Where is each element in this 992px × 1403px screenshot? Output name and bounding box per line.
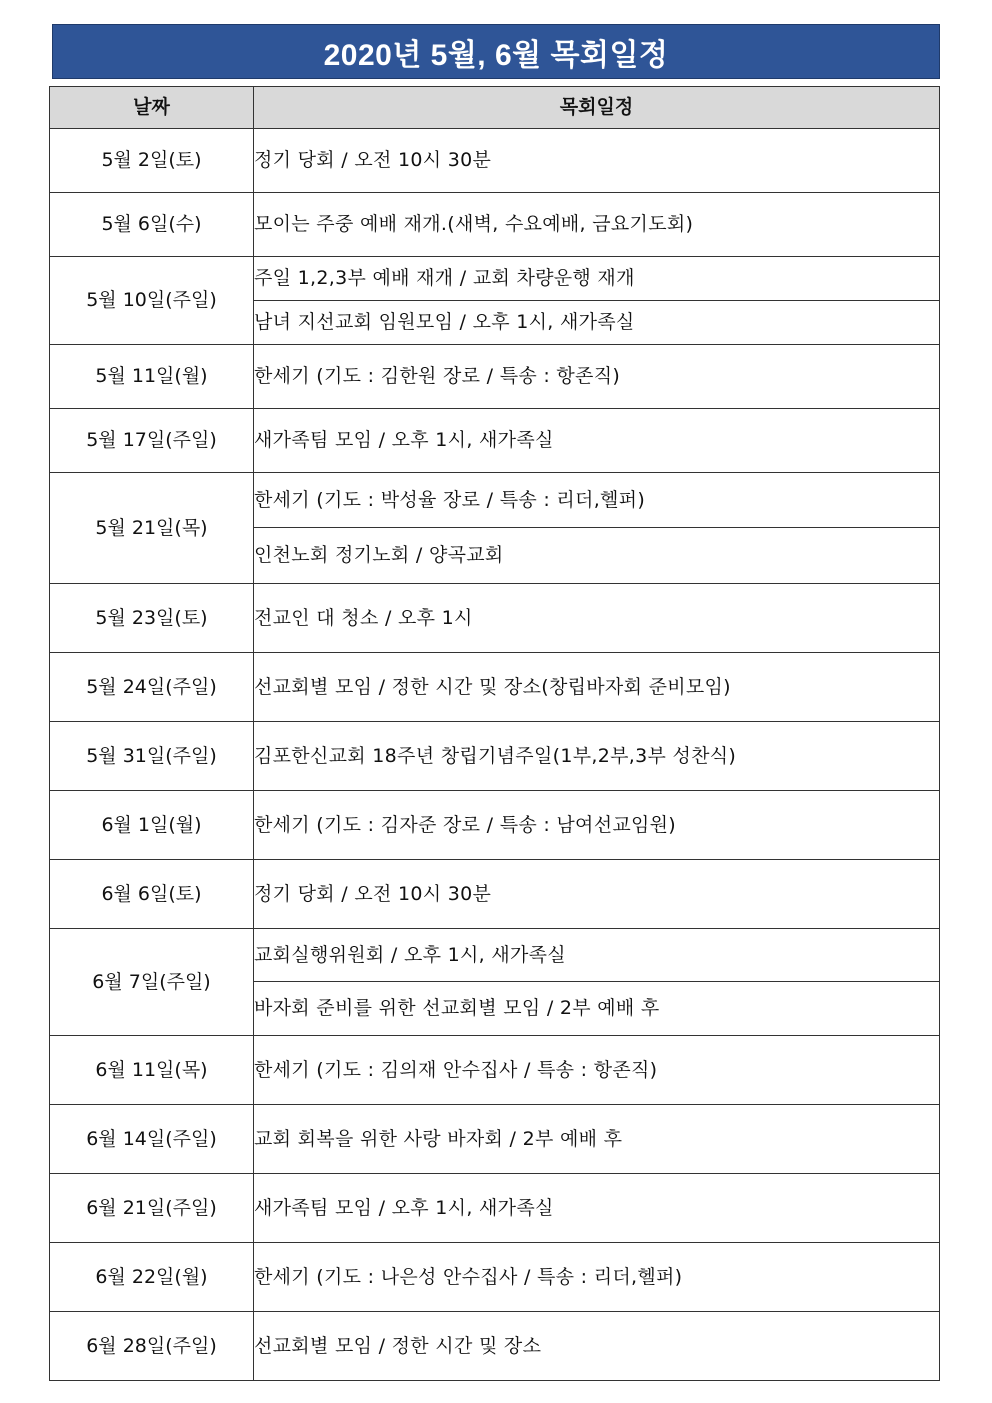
table-row xyxy=(50,257,940,301)
table-row xyxy=(50,1312,940,1381)
date-cell: 6월 1일(월) xyxy=(50,791,254,860)
table-row xyxy=(50,722,940,791)
event-cell: 바자회 준비를 위한 선교회별 모임 / 2부 예배 후 xyxy=(254,982,940,1036)
table-row xyxy=(50,129,940,193)
page-title: 2020년 5월, 6월 목회일정 xyxy=(323,38,669,72)
date-cell: 5월 24일(주일) xyxy=(50,653,254,722)
header-date: 날짜 xyxy=(50,87,254,129)
table-row xyxy=(50,473,940,528)
date-cell: 5월 23일(토) xyxy=(50,584,254,653)
table-row xyxy=(50,929,940,982)
event-cell: 한세기 (기도 : 김자준 장로 / 특송 : 남여선교임원) xyxy=(254,791,940,860)
date-cell: 6월 7일(주일) xyxy=(50,929,254,1036)
date-cell: 5월 11일(월) xyxy=(50,345,254,409)
event-cell: 정기 당회 / 오전 10시 30분 xyxy=(254,129,940,193)
table-row xyxy=(50,653,940,722)
event-cell: 한세기 (기도 : 박성율 장로 / 특송 : 리더,헬퍼) xyxy=(254,473,940,528)
date-cell: 5월 17일(주일) xyxy=(50,409,254,473)
table-row xyxy=(50,1105,940,1174)
date-cell: 5월 2일(토) xyxy=(50,129,254,193)
date-cell: 5월 31일(주일) xyxy=(50,722,254,791)
table-row xyxy=(50,584,940,653)
table-row xyxy=(50,409,940,473)
event-cell: 모이는 주중 예배 재개.(새벽, 수요예배, 금요기도회) xyxy=(254,193,940,257)
date-cell: 5월 6일(수) xyxy=(50,193,254,257)
event-cell: 선교회별 모임 / 정한 시간 및 장소 xyxy=(254,1312,940,1381)
date-cell: 6월 21일(주일) xyxy=(50,1174,254,1243)
event-cell: 김포한신교회 18주년 창립기념주일(1부,2부,3부 성찬식) xyxy=(254,722,940,791)
event-cell: 한세기 (기도 : 김한원 장로 / 특송 : 항존직) xyxy=(254,345,940,409)
event-cell: 새가족팀 모임 / 오후 1시, 새가족실 xyxy=(254,409,940,473)
date-cell: 5월 21일(목) xyxy=(50,473,254,584)
table-row xyxy=(50,1174,940,1243)
table-row xyxy=(50,791,940,860)
date-cell: 5월 10일(주일) xyxy=(50,257,254,345)
event-cell: 교회실행위원회 / 오후 1시, 새가족실 xyxy=(254,929,940,982)
event-cell: 주일 1,2,3부 예배 재개 / 교회 차량운행 재개 xyxy=(254,257,940,301)
table-header-row xyxy=(50,87,940,129)
date-cell: 6월 11일(목) xyxy=(50,1036,254,1105)
event-cell: 선교회별 모임 / 정한 시간 및 장소(창립바자회 준비모임) xyxy=(254,653,940,722)
event-cell: 교회 회복을 위한 사랑 바자회 / 2부 예배 후 xyxy=(254,1105,940,1174)
table-row xyxy=(50,193,940,257)
schedule-table xyxy=(49,86,940,1381)
date-cell: 6월 14일(주일) xyxy=(50,1105,254,1174)
event-cell: 정기 당회 / 오전 10시 30분 xyxy=(254,860,940,929)
event-cell: 인천노회 정기노회 / 양곡교회 xyxy=(254,528,940,584)
table-row xyxy=(50,345,940,409)
page-title-banner xyxy=(52,24,940,79)
date-cell: 6월 28일(주일) xyxy=(50,1312,254,1381)
event-cell: 전교인 대 청소 / 오후 1시 xyxy=(254,584,940,653)
event-cell: 한세기 (기도 : 김의재 안수집사 / 특송 : 항존직) xyxy=(254,1036,940,1105)
date-cell: 6월 6일(토) xyxy=(50,860,254,929)
table-row xyxy=(50,1036,940,1105)
header-event: 목회일정 xyxy=(254,87,940,129)
schedule-body xyxy=(50,129,940,1381)
event-cell: 한세기 (기도 : 나은성 안수집사 / 특송 : 리더,헬퍼) xyxy=(254,1243,940,1312)
table-row xyxy=(50,860,940,929)
date-cell: 6월 22일(월) xyxy=(50,1243,254,1312)
event-cell: 새가족팀 모임 / 오후 1시, 새가족실 xyxy=(254,1174,940,1243)
event-cell: 남녀 지선교회 임원모임 / 오후 1시, 새가족실 xyxy=(254,301,940,345)
table-row xyxy=(50,1243,940,1312)
